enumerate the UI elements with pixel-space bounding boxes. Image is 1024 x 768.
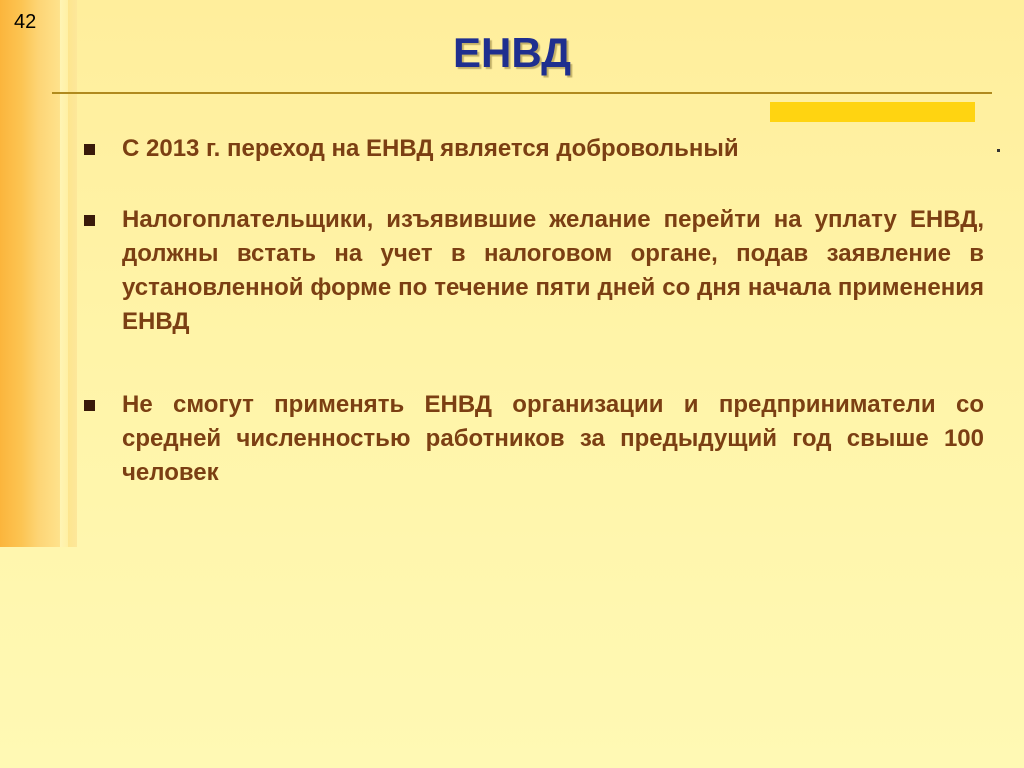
bullet-item bbox=[84, 388, 984, 490]
square-bullet-icon bbox=[84, 400, 95, 411]
title-divider bbox=[52, 92, 992, 94]
left-decorative-stripe bbox=[0, 0, 60, 547]
bullet-text: Налогоплательщики, изъявившие желание перейти на уплату ЕНВД, должны встать на учет в налоговом органе, подав заявление в установленной форме по течение пяти дней со дня начала применения ЕНВД bbox=[122, 206, 984, 335]
square-bullet-icon bbox=[84, 144, 95, 155]
left-decorative-line bbox=[68, 0, 77, 547]
slide-title: ЕНВД bbox=[452, 29, 572, 76]
accent-dot bbox=[997, 149, 1000, 152]
bullet-item bbox=[84, 132, 984, 166]
bullet-text: С 2013 г. переход на ЕНВД является добровольный bbox=[122, 135, 739, 162]
accent-bar bbox=[770, 102, 975, 122]
bullet-list bbox=[84, 132, 984, 490]
square-bullet-icon bbox=[84, 215, 95, 226]
bullet-item bbox=[84, 203, 984, 339]
left-decorative-line bbox=[60, 0, 68, 547]
bullet-text: Не смогут применять ЕНВД организации и предприниматели со средней численностью работников за предыдущий год свыше 100 человек bbox=[122, 391, 984, 486]
slide-number: 42 bbox=[14, 11, 37, 33]
